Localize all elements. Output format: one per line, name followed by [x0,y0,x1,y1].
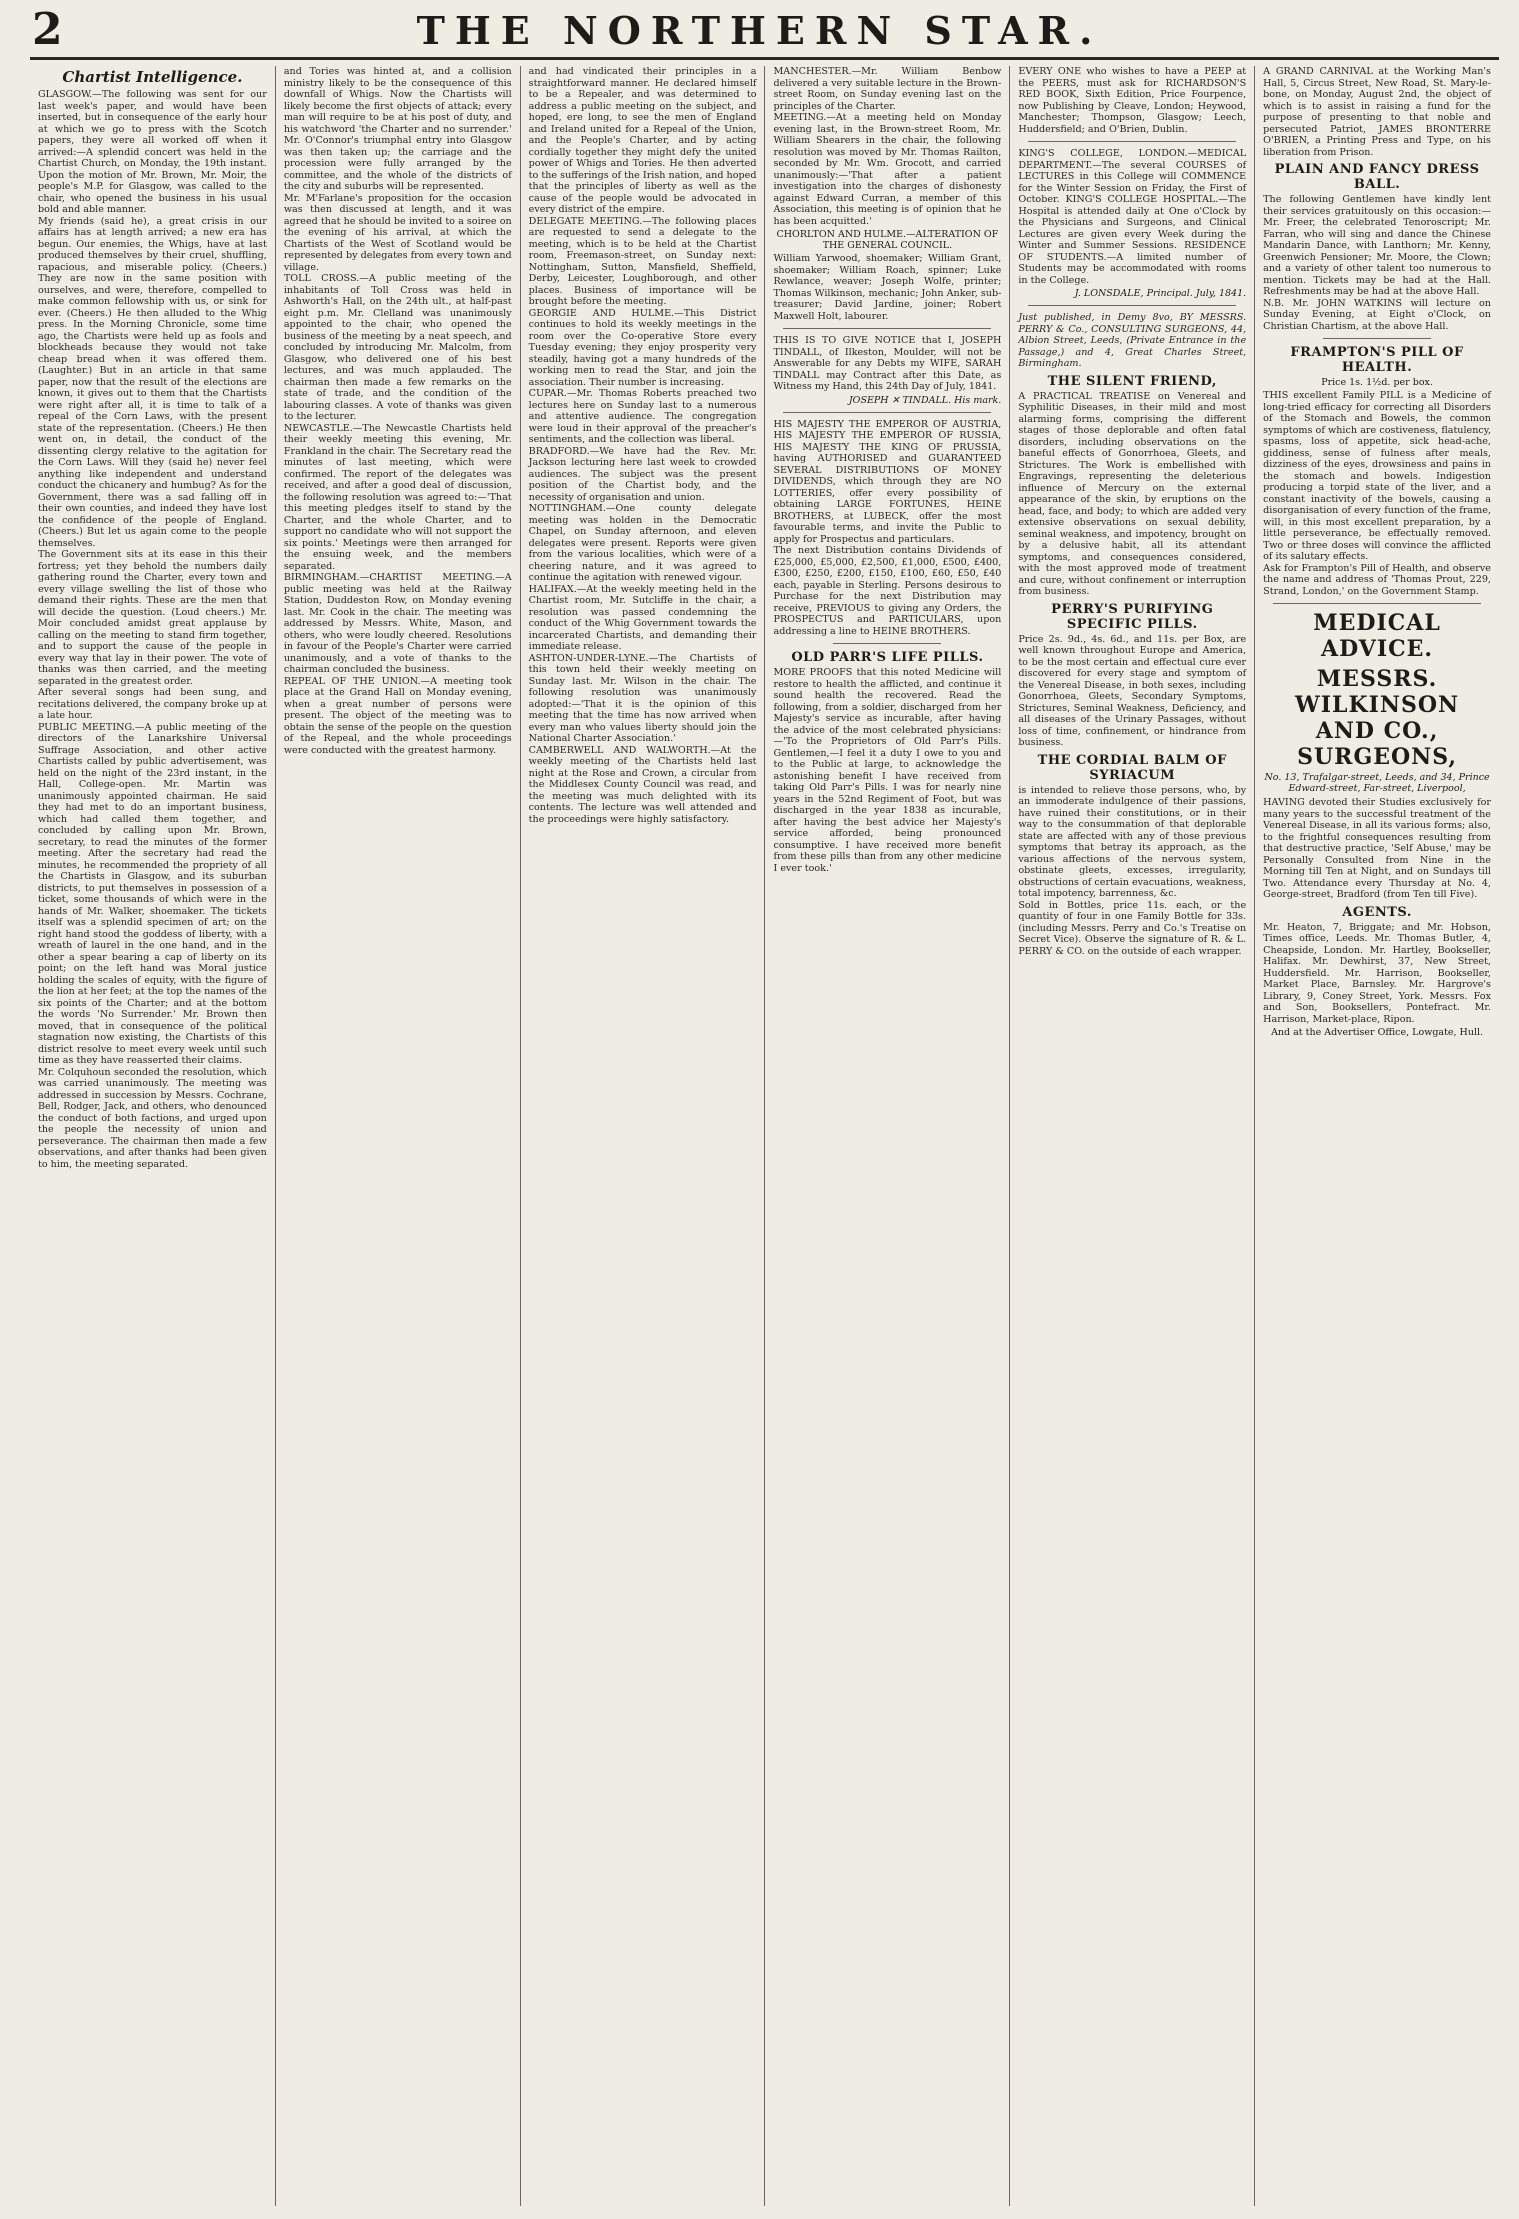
surgeons-heading: MESSRS. WILKINSON AND CO., SURGEONS, [1294,666,1460,770]
column-divider [833,643,941,644]
article-paragraph: After several songs had been sung, and recitations delivered, the company broke up at a late hour. [38,687,267,721]
article-paragraph: PUBLIC MEETING.—A public meeting of the directors of the Lanarkshire Universal Suffrage Association, and other active Chartists called by public advertisement, was held on the night of the 23rd instant, in the Hall, College-open. Mr. Martin was unanimously appointed chairman. He said they had met to do an important business, which had called them together, and concluded by calling upon Mr. Brown, secretary, to read the minutes of the former meeting. After the secretary had read the minutes, he recommended the propriety of all the Chartists in Glasgow, and its suburban districts, to put themselves in possession of a ticket, some thousands of which were in the hands of Mr. Walker, shoemaker. The tickets itself was a splendid specimen of art; on the right hand stood the goddess of liberty, with a wreath of laurel in the one hand, and in the other a spear bearing a cap of liberty on its point; on the left hand was Moral justice holding the scales of equity, with the figure of the lion at her feet; at the top the names of the six points of the Charter; and at the bottom the words 'No Surrender.' Mr. Brown then moved, that in consequence of the political stagnation now existing, the Chartists of this district resolve to meet every week until such time as they have reasserted their claims. [38,721,267,1066]
article-paragraph: REPEAL OF THE UNION.—A meeting took place at the Grand Hall on Monday evening, when a great number of persons were present. The object of the meeting was to obtain the sense of the people on the question of the Repeal, and the whole proceedings were conducted with the greatest harmony. [283,675,512,756]
column-grid [30,66,1499,2206]
ball-heading: PLAIN AND FANCY DRESS BALL. [1274,162,1480,192]
agents-heading: AGENTS. [1342,904,1412,920]
article-paragraph: My friends (said he), a great crisis in our affairs has at length arrived; a new era has begun. Our enemies, the Whigs, have at last produced themselves by their cruel, shuffling, rapacious, and miserable policy. (Cheers.) They are now in the same position with ourselves, and were, therefore, compelled to make common fellowship with us, or sink for ever. (Cheers.) He then alluded to the Whig press. In the Morning Chronicle, some time ago, the Chartists were held up as fools and blockheads because they would not take cheap bread when it was offered them. (Laughter.) But in an article in that same paper, now that the result of the elections are known, it gives out to them that the Chartists were right after all, it is time to talk of a repeal of the Corn Laws, with the present state of the representation. (Cheers.) He then went on, in detail, the conduct of the dissenting clergy relative to the agitation for the Corn Laws. Will they (said he) never feel anything like independent and understand conduct the chicanery and humbug? As for the Government, there was a sad falling off in their own counties, and indeed they have lost the confidence of the people of England. (Cheers.) But let us again come to the people themselves. [38,215,267,549]
medical-advice-heading: MEDICAL ADVICE. [1313,610,1441,662]
article-paragraph: NEWCASTLE.—The Newcastle Chartists held their weekly meeting this evening, Mr. Frankland in the chair. The Secretary read the minutes of last meeting, which were confirmed. The report of the delegates was received, and after a good deal of discussion, the following resolution was agreed to:—'That this meeting pledges itself to stand by the Charter, and the whole Charter, and to support no candidate who will not support the six points.' Meetings were then arranged for the ensuing week, and the members separated. [283,422,512,572]
carnival-advertisement: A GRAND CARNIVAL at the Working Man's Hall, 5, Circus Street, New Road, St. Mary-le-bone, on Monday, August 2nd, the object of which is to assist in raising a fund for the purpose of presenting to that noble and persecuted Patriot, JAMES BRONTERRE O'BRIEN, a Printing Press and Type, on his liberation from Prison. [1263,66,1491,158]
column-divider [1273,603,1481,604]
article-paragraph: DELEGATE MEETING.—The following places are requested to send a delegate to the meeting, which is to be held at the Chartist room, Freemason-street, on Sunday next: Nottingham, Sutton, Mansfield, Sheffield, Derby, Leicester, Loughborough, and other places. Business of importance will be brought before the meeting. [528,215,757,307]
column-2 [275,66,520,2206]
column-5 [1009,66,1254,2206]
book-title: THE SILENT FRIEND, [1047,373,1217,389]
column-4 [764,66,1009,2206]
article-paragraph: CAMBERWELL AND WALWORTH.—At the weekly meeting of the Chartists held last night at the Rose and Crown, a circular from the Middlesex County Council was read, and the meeting was much delighted with its contents. The lecture was well attended and the proceedings were highly satisfactory. [528,744,757,825]
column-divider [783,328,991,329]
surgeons-address: No. 13, Trafalgar-street, Leeds, and 34, Prince Edward-street, Far-street, Liverpool, [1264,772,1490,794]
masthead [0,0,1519,60]
article-paragraph: CUPAR.—Mr. Thomas Roberts preached two lectures here on Sunday last to a numerous and attentive audience. The congregation were loud in their approval of the preacher's sentiments, and the collection was liberal. [528,388,757,445]
article-paragraph: MANCHESTER.—Mr. William Benbow delivered a very suitable lecture in the Brown-street Room, on Sunday evening last on the principles of the Charter. [773,66,1002,112]
notice-paragraph: THIS IS TO GIVE NOTICE that I, JOSEPH TINDALL, of Ilkeston, Moulder, will not be Answerable for any Debts my WIFE, SARAH TINDALL may Contract after this Date, as Witness my Hand, this 24th Day of July, 1841. [773,335,1002,392]
article-paragraph: and Tories was hinted at, and a collision ministry likely to be the consequence of this downfall of Whigs. Now the Chartists will likely become the first objects of attack; every man will require to be at his post of duty, and his watchword 'the Charter and no surrender.' Mr. O'Connor's triumphal entry into Glasgow was then taken up; the carriage and the procession were fully arranged by the committee, and the whole of the districts of the city and suburbs will be represented. [283,66,512,192]
section-heading: Chartist Intelligence. [62,68,243,86]
college-signature: J. LONSDALE, Principal. July, 1841. [1074,288,1247,299]
article-paragraph: ASHTON-UNDER-LYNE.—The Chartists of this town held their weekly meeting on Sunday last. Mr. Wilson in the chair. The following resolution was unanimously adopted:—'That it is the opinion of this meeting that the time has now arrived when every man who values liberty should join the National Charter Association.' [528,652,757,744]
masthead-rule [30,57,1499,60]
council-heading: CHORLTON AND HULME.—ALTERATION OF THE GENERAL COUNCIL. [776,229,999,251]
article-paragraph: BRADFORD.—We have had the Rev. Mr. Jackson lecturing here last week to crowded audiences. The subject was the present position of the Chartist body, and the necessity of organisation and union. [528,445,757,503]
balm-body: is intended to relieve those persons, who, by an immoderate indulgence of their passions, have ruined their constitutions, or in their way to the consummation of that deplorable state are affected with any of those previous symptoms that betray its approach, as the various affections of the nervous system, obstinate gleets, excesses, irregularity, obstructions of certain evacuations, weakness, total impotency, barrenness, &c. [1018,784,1247,899]
medical-body: HAVING devoted their Studies exclusively for many years to the successful treatment of the Venereal Disease, in all its various forms; also, to the frightful consequences resulting from that destructive practice, 'Self Abuse,' may be Personally Consulted from Nine in the Morning till Ten at Night, and on Sundays till Two. Attendance every Thursday at No. 4, George-street, Bradford (from Ten till Five). [1263,797,1491,900]
article-paragraph: TOLL CROSS.—A public meeting of the inhabitants of Toll Cross was held in Ashworth's Hall, on the 24th ult., at half-past eight p.m. Mr. Clelland was unanimously appointed to the chair, who opened the business of the meeting by a neat speech, and concluded by introducing Mr. Malcolm, from Glasgow, who delivered one of his best lectures, and was much applauded. The chairman then made a few remarks on the state of trade, and the condition of the labouring classes. A vote of thanks was given to the lecturer. [283,273,512,422]
book-description: A PRACTICAL TREATISE on Venereal and Syphilitic Diseases, in their mild and most alarming forms, comprising the different stages of those deplorable and often fatal disorders, including observations on the baneful effects of Gonorrhoea, Gleets, and Strictures. The Work is embellished with Engravings, representing the deleterious influence of Mercury on the external appearance of the skin, by eruptions on the head, face, and body; to which are added very extensive observations on sexual debility, seminal weakness, and impotency, brought on by a delusive habit, all its attendant symptoms, and consequences considered, with the most approved mode of treatment and cure, without confinement or interruption from business. [1018,390,1247,597]
college-advertisement: KING'S COLLEGE, LONDON.—MEDICAL DEPARTMENT.—The several COURSES of LECTURES in this College will COMMENCE for the Winter Session on Friday, the First of October. KING'S COLLEGE HOSPITAL.—The Hospital is attended daily at One o'Clock by the Physicians and Surgeons, and Clinical Lectures are given every Week during the Winter and Summer Sessions. RESIDENCE OF STUDENTS.—A limited number of Students may be accommodated with rooms in the College. [1018,148,1247,286]
pills-heading: OLD PARR'S LIFE PILLS. [791,650,984,665]
column-divider [1028,141,1236,142]
article-paragraph: GEORGIE AND HULME.—This District continues to hold its weekly meetings in the room over the Co-operative Store every Tuesday evening; they enjoy prosperity very steadily, having got a many hundreds of the working men to read the Star, and join the association. Their number is increasing. [528,307,757,388]
newspaper-title: THE NORTHERN STAR. [416,8,1103,53]
article-paragraph: and had vindicated their principles in a straightforward manner. He declared himself to be a Repealer, and was determined to address a public meeting on the subject, and hoped, ere long, to see the men of England and Ireland united for a Repeal of the Union, and the People's Charter, and by acting cordially together they might defy the united power of Whigs and Tories. He then adverted to the sufferings of the Irish nation, and hoped that the principles of liberty as well as the cause of the people would be advocated in every district of the empire. [528,66,757,215]
frampton-note: Ask for Frampton's Pill of Health, and observe the name and address of 'Thomas Prout, 229, Strand, London,' on the Government Stamp. [1263,562,1491,597]
balm-heading: THE CORDIAL BALM OF SYRIACUM [1037,752,1227,783]
specific-pills-body: Price 2s. 9d., 4s. 6d., and 11s. per Box, are well known throughout Europe and America, to be the most certain and effectual cure ever discovered for every stage and symptom of the Venereal Disease, in both sexes, including Gonorrhoea, Gleets, Secondary Symptoms, Strictures, Seminal Weakness, Deficiency, and all diseases of the Urinary Passages, without loss of time, confinement, or hindrance from business. [1018,633,1247,748]
frampton-body: THIS excellent Family PILL is a Medicine of long-tried efficacy for correcting all Disorders of the Stomach and Bowels, the common symptoms of which are costiveness, flatulency, spasms, loss of appetite, sick head-ache, giddiness, sense of fulness after meals, dizziness of the eyes, drowsiness and pains in the stomach and bowels. Indigestion producing a torpid state of the liver, and a constant inactivity of the bowels, causing a disorganisation of every function of the frame, will, in this most excellent preparation, by a little perseverance, be effectually removed. Two or three doses will convince the afflicted of its salutary effects. [1263,390,1491,562]
ball-body: The following Gentlemen have kindly lent their services gratuitously on this occasion:—Mr. Freer, the celebrated Tenoroscript; Mr. Farran, who will sing and dance the Chinese Mandarin Dance, with Lanthorn; Mr. Kenny, Greenwich Pensioner; Mr. Moore, the Clown; and a variety of other talent too numerous to mention. Tickets may be had at the Hall. Refreshments may be had at the above Hall. [1263,194,1491,297]
balm-price: Sold in Bottles, price 11s. each, or the quantity of four in one Family Bottle for 33s. (including Messrs. Perry and Co.'s Treatise on Secret Vice). Observe the signature of R. & L. PERRY & CO. on the outside of each wrapper. [1018,899,1247,957]
frampton-heading: FRAMPTON'S PILL OF HEALTH. [1290,345,1464,375]
ball-note: N.B. Mr. JOHN WATKINS will lecture on Sunday Evening, at Eight o'Clock, on Christian Chartism, at the above Hall. [1263,297,1491,332]
column-6 [1254,66,1499,2206]
advertisement-paragraph: EVERY ONE who wishes to have a PEEP at the PEERS, must ask for RICHARDSON'S RED BOOK, Sixth Edition, Price Fourpence, now Publishing by Cleave, London; Heywood, Manchester; Thompson, Glasgow; Leech, Huddersfield; and O'Brien, Dublin. [1018,66,1247,135]
page-number: 2 [32,4,63,55]
column-3 [520,66,765,2206]
footer-line: And at the Advertiser Office, Lowgate, Hull. [1271,1027,1484,1038]
column-1 [30,66,275,2206]
column-divider [783,412,991,413]
article-paragraph: MEETING.—At a meeting held on Monday evening last, in the Brown-street Room, Mr. William Shearers in the chair, the following resolution was moved by Mr. Thomas Railton, seconded by Mr. Wm. Grocott, and carried unanimously:—'That after a patient investigation into the charges of dishonesty against Edward Curran, a member of this Association, this meeting is of opinion that he has been acquitted.' [773,112,1002,227]
article-paragraph: Mr. M'Farlane's proposition for the occasion was then discussed at length, and it was agreed that he should be invited to a soiree on the evening of his arrival, at which the Chartists of the West of Scotland would be represented by delegates from every town and village. [283,192,512,273]
lottery-details: The next Distribution contains Dividends of £25,000, £5,000, £2,500, £1,000, £500, £400, £300, £250, £200, £150, £100, £60, £50, £40 each, payable in Sterling. Persons desirous to Purchase for the next Distribution may receive, PREVIOUS to giving any Orders, the PROSPECTUS and PARTICULARS, upon addressing a line to HEINE BROTHERS. [773,545,1002,637]
lottery-advertisement: HIS MAJESTY THE EMPEROR OF AUSTRIA, HIS MAJESTY THE EMPEROR OF RUSSIA, HIS MAJESTY THE KING OF PRUSSIA, having AUTHORISED and GUARANTEED SEVERAL DISTRIBUTIONS OF MONEY DIVIDENDS, which through they are NO LOTTERIES, offer every possibility of obtaining LARGE FORTUNES, HEINE BROTHERS, at LUBECK, offer the most favourable terms, and invite the Public to apply for Prospectus and particulars. [773,418,1002,545]
notice-signature: JOSEPH ✕ TINDALL. His mark. [848,394,1002,406]
article-paragraph: BIRMINGHAM.—CHARTIST MEETING.—A public meeting was held at the Railway Station, Duddeston Row, on Monday evening last. Mr. Cook in the chair. The meeting was addressed by Messrs. White, Mason, and others, who were loudly cheered. Resolutions in favour of the People's Charter were carried unanimously, and a vote of thanks to the chairman concluded the business. [283,572,512,675]
article-paragraph: The Government sits at its ease in this their fortress; yet they behold the numbers daily gathering round the Charter, every town and every village swelling the list of those who demand their rights. These are the men that will decide the question. (Loud cheers.) Mr. Moir concluded amidst great applause by calling on the meeting to stand firm together, and to support the cause of the people in every way that lay in their power. The vote of thanks was then carried, and the meeting separated in the greatest order. [38,549,267,687]
column-divider [1323,338,1431,339]
article-paragraph: HALIFAX.—At the weekly meeting held in the Chartist room, Mr. Sutcliffe in the chair, a resolution was passed condemning the conduct of the Whig Government towards the incarcerated Chartists, and demanding their immediate release. [528,583,757,652]
article-paragraph: NOTTINGHAM.—One county delegate meeting was holden in the Democratic Chapel, on Sunday afternoon, and eleven delegates were present. Reports were given from the various localities, which were of a cheering nature, and it was agreed to continue the agitation with renewed vigour. [528,503,757,583]
agents-list: Mr. Heaton, 7, Briggate; and Mr. Hobson, Times office, Leeds. Mr. Thomas Butler, 4, Cheapside, London. Mr. Hartley, Bookseller, Halifax. Mr. Dewhirst, 37, New Street, Huddersfield. Mr. Harrison, Bookseller, Market Place, Barnsley. Mr. Hargrove's Library, 9, Coney Street, York. Messrs. Fox and Son, Booksellers, Pontefract. Mr. Harrison, Market-place, Ripon. [1263,921,1491,1025]
specific-pills-heading: PERRY'S PURIFYING SPECIFIC PILLS. [1051,601,1214,632]
book-intro: Just published, in Demy 8vo, BY MESSRS. PERRY & Co., CONSULTING SURGEONS, 44, Albion Street, Leeds, (Private Entrance in the Passage,) and 4, Great Charles Street, Birmingham. [1018,312,1247,369]
frampton-price: Price 1s. 1½d. per box. [1321,377,1433,388]
pills-advertisement: MORE PROOFS that this noted Medicine will restore to health the afflicted, and continue it sound health the recovered. Read the following, from a soldier, discharged from her Majesty's service as incurable, after having the advice of the most celebrated physicians:—'To the Proprietors of Old Parr's Pills. Gentlemen,—I feel it a duty I owe to you and to the Public at large, to acknowledge the astonishing benefit I have received from taking Old Parr's Pills. I was for nearly nine years in the 52nd Regiment of Foot, but was discharged in the year 1838 as incurable, after having the best advice her Majesty's service afforded, being pronounced consumptive. I have received more benefit from these pills than from any other medicine I ever took.' [773,667,1002,874]
column-divider [1028,305,1236,306]
article-paragraph: GLASGOW.—The following was sent for our last week's paper, and would have been inserted, but in consequence of the early hour at which we go to press with the Scotch papers, they were all worked off when it arrived:—A splendid concert was held in the Chartist Church, on Monday, the 19th instant. Upon the motion of Mr. Brown, Mr. Moir, the people's M.P. for Glasgow, was called to the chair, who opened the business in his usual bold and able manner. [38,89,267,215]
council-list: William Yarwood, shoemaker; William Grant, shoemaker; William Roach, spinner; Luke Rewlance, weaver; Joseph Wolfe, printer; Thomas Wilkinson, mechanic; John Anker, sub-treasurer; David Jardine, joiner; Robert Maxwell Holt, labourer. [773,253,1002,322]
article-paragraph: Mr. Colquhoun seconded the resolution, which was carried unanimously. The meeting was addressed in succession by Messrs. Cochrane, Bell, Rodger, Jack, and others, who denounced the conduct of both factions, and urged upon the people the necessity of union and perseverance. The chairman then made a few observations, and after thanks had been given to him, the meeting separated. [38,1066,267,1170]
